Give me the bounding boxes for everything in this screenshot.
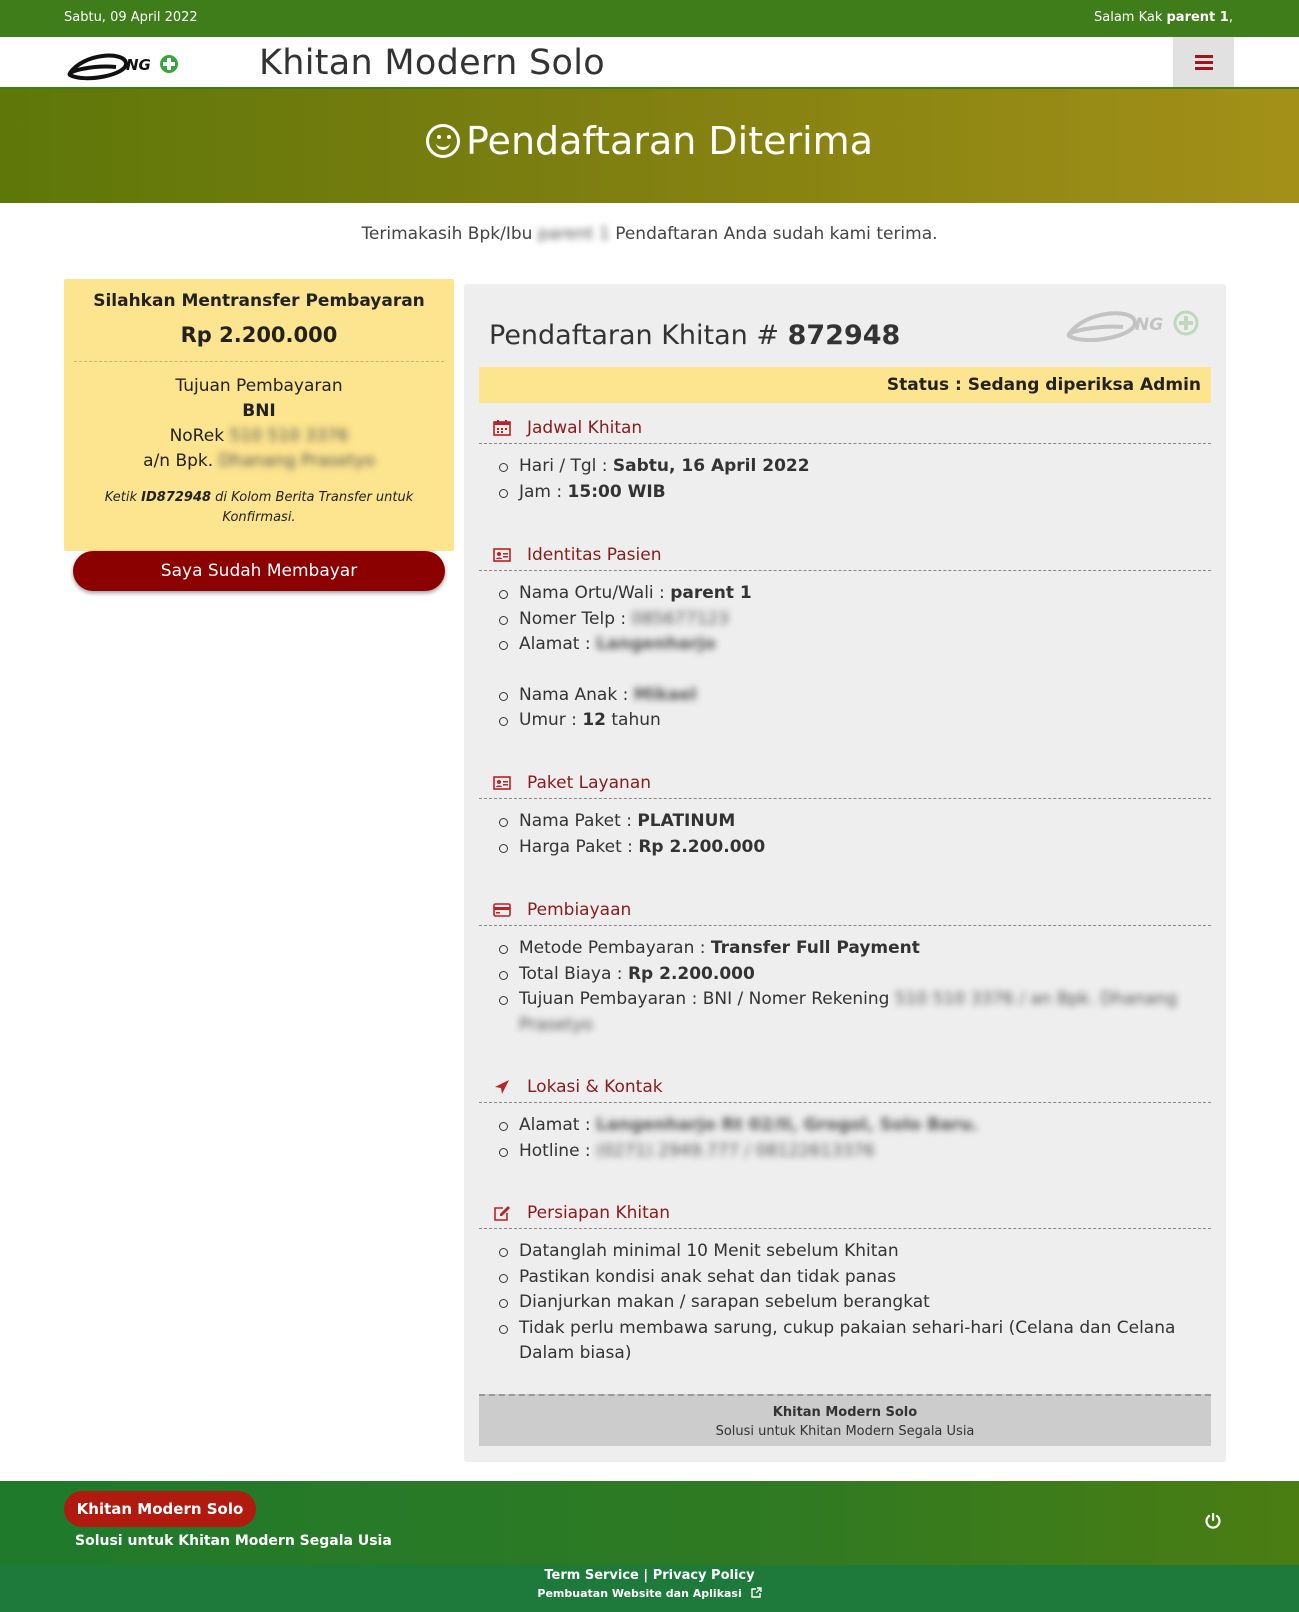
power-icon[interactable] xyxy=(1204,1512,1222,1530)
sub-footer: Term Service | Privacy Policy Pembuatan Website dan Aplikasi xyxy=(0,1565,1299,1612)
list-item: Hari / Tgl : Sabtu, 16 April 2022 xyxy=(499,454,1211,480)
account-number: NoRek 510 510 3376 xyxy=(169,426,349,446)
dng-health-logo-icon[interactable] xyxy=(64,43,189,83)
list-item: Datanglah minimal 10 Menit sebelum Khitan xyxy=(499,1239,1211,1265)
menu-button[interactable] xyxy=(1173,37,1234,87)
section-identitas xyxy=(479,539,1211,734)
divider xyxy=(74,361,444,362)
payment-heading: Silahkan Mentransfer Pembayaran xyxy=(93,291,425,311)
brand-title[interactable]: Khitan Modern Solo xyxy=(259,43,605,83)
current-date: Sabtu, 09 April 2022 xyxy=(64,10,198,25)
registration-card xyxy=(464,284,1226,1462)
footer-tagline: Solusi untuk Khitan Modern Segala Usia xyxy=(75,1533,392,1549)
section-title: Persiapan Khitan xyxy=(479,1197,1211,1229)
dng-watermark-icon xyxy=(1061,298,1211,346)
account-holder: a/n Bpk. Dhanang Prasetyo xyxy=(143,451,375,471)
navbar xyxy=(0,37,1299,89)
list-item: Pastikan kondisi anak sehat dan tidak panas xyxy=(499,1265,1211,1291)
registration-title: Pendaftaran Khitan # 872948 xyxy=(489,320,901,351)
card-footer: Khitan Modern Solo Solusi untuk Khitan Modern Segala Usia xyxy=(479,1394,1211,1446)
section-pembiayaan xyxy=(479,894,1211,1038)
transfer-note: Ketik ID872948 di Kolom Berita Transfer untuk Konfirmasi. xyxy=(104,490,414,525)
section-title: Identitas Pasien xyxy=(479,539,1211,571)
calendar-icon xyxy=(493,420,511,436)
section-title: Jadwal Khitan xyxy=(479,412,1211,444)
payment-box xyxy=(64,279,454,551)
location-arrow-icon xyxy=(493,1079,511,1095)
credit-link[interactable]: Pembuatan Website dan Aplikasi xyxy=(0,1587,1299,1600)
already-paid-button[interactable]: Saya Sudah Membayar xyxy=(73,551,445,591)
term-service-link[interactable]: Term Service xyxy=(544,1568,639,1583)
footer-brand-badge[interactable]: Khitan Modern Solo xyxy=(64,1491,256,1527)
hero-banner xyxy=(0,89,1299,203)
list-item: Tidak perlu membawa sarung, cukup pakaian sehari-hari (Celana dan Celana Dalam biasa) xyxy=(499,1316,1211,1367)
list-item: Nama Ortu/Wali : parent 1 xyxy=(499,581,1211,607)
top-bar xyxy=(0,0,1299,37)
hamburger-icon xyxy=(1195,54,1213,70)
section-title: Lokasi & Kontak xyxy=(479,1071,1211,1103)
section-paket xyxy=(479,767,1211,860)
section-title: Paket Layanan xyxy=(479,767,1211,799)
list-item: Nama Anak : Mikael xyxy=(499,683,1211,709)
section-jadwal xyxy=(479,412,1211,505)
greeting: Salam Kak parent 1, xyxy=(1093,10,1233,25)
smile-icon xyxy=(426,124,460,158)
list-item: Total Biaya : Rp 2.200.000 xyxy=(499,962,1211,988)
list-item: Metode Pembayaran : Transfer Full Payment xyxy=(499,936,1211,962)
payment-bank: BNI xyxy=(242,401,276,421)
section-title: Pembiayaan xyxy=(479,894,1211,926)
parent-name-blurred: parent 1 xyxy=(537,224,610,244)
list-item: Alamat : Langenharjo xyxy=(499,632,1211,658)
hero-title: Pendaftaran Diterima xyxy=(0,119,1299,163)
payment-amount: Rp 2.200.000 xyxy=(180,323,338,347)
list-item: Nomer Telp : 085677123 xyxy=(499,607,1211,633)
edit-icon xyxy=(493,1205,511,1221)
credit-card-icon xyxy=(493,902,511,918)
list-item: Dianjurkan makan / sarapan sebelum berangkat xyxy=(499,1290,1211,1316)
site-footer xyxy=(0,1481,1299,1565)
registration-number: 872948 xyxy=(787,320,901,351)
svg-text:NG: NG xyxy=(1135,315,1164,335)
list-item: Harga Paket : Rp 2.200.000 xyxy=(499,835,1211,861)
list-item: Alamat : Langenharjo Rt 02/II, Grogol, Solo Baru. xyxy=(499,1113,1211,1139)
status-badge: Status : Sedang diperiksa Admin xyxy=(479,367,1211,403)
list-item: Umur : 12 tahun xyxy=(499,708,1211,734)
svg-text:NG: NG xyxy=(126,56,151,74)
list-item: Hotline : (0271) 2949.777 / 08122613376 xyxy=(499,1139,1211,1165)
external-link-icon xyxy=(751,1587,762,1598)
user-name: parent 1 xyxy=(1166,10,1229,25)
list-item: Nama Paket : PLATINUM xyxy=(499,809,1211,835)
payment-destination-label: Tujuan Pembayaran xyxy=(175,376,343,396)
thank-you-message: Terimakasih Bpk/Ibu parent 1 Pendaftaran Anda sudah kami terima. xyxy=(361,224,938,244)
list-item: Jam : 15:00 WIB xyxy=(499,480,1211,506)
list-item: Tujuan Pembayaran : BNI / Nomer Rekening 510 510 3376 / an Bpk. Dhanang Prasetyo xyxy=(499,987,1211,1038)
section-lokasi xyxy=(479,1071,1211,1164)
id-card-icon xyxy=(493,547,511,563)
privacy-policy-link[interactable]: Privacy Policy xyxy=(652,1568,755,1583)
id-card-icon xyxy=(493,775,511,791)
section-persiapan xyxy=(479,1197,1211,1367)
